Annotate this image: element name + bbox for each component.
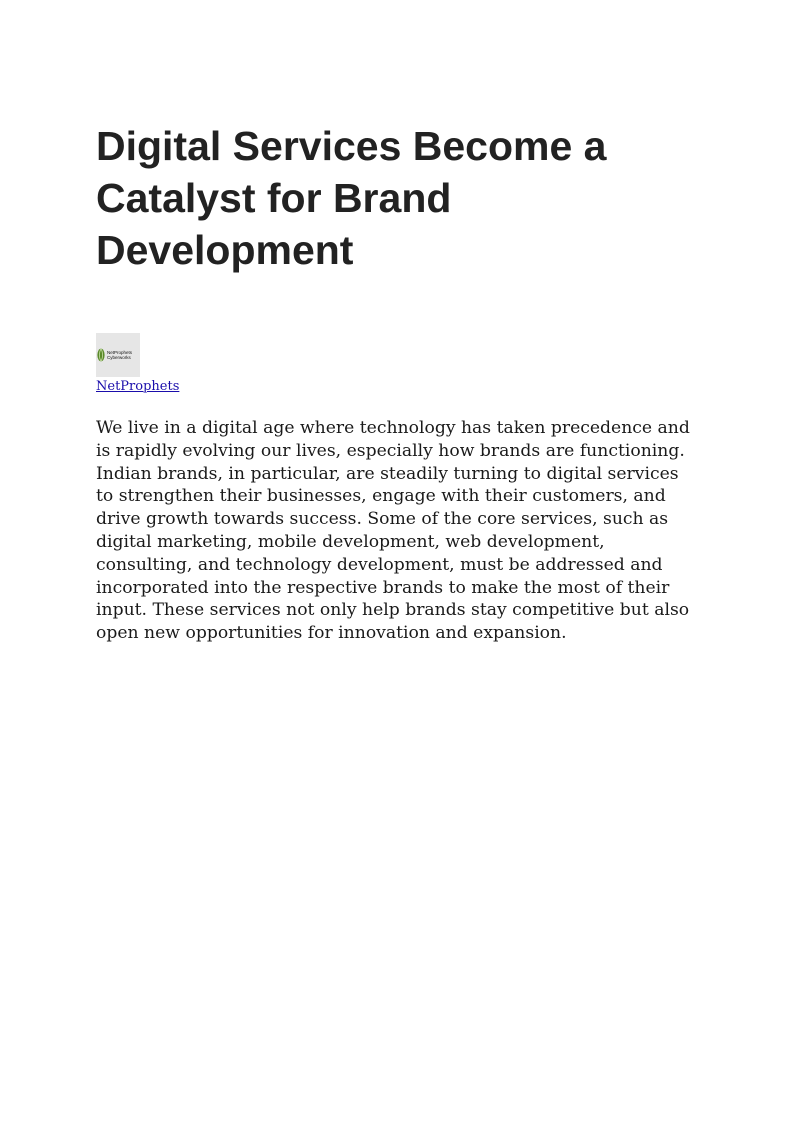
article-body: We live in a digital age where technology has taken precedence and is rapidly evolving our lives, especially how brands are functioning. Indian brands, in particular, are steadily turning to digital services to strengthen their businesses, engage with their customers, and drive growth towards success. Some of the core services, such as digital marketing, mobile development, web development, consulting, and technology development, must be addressed and incorporated into the respective brands to make the most of their input. These services not only help brands stay competitive but also open new opportunities for innovation and expansion. — [96, 418, 690, 644]
author-block — [96, 333, 696, 395]
article — [96, 120, 696, 645]
globe-icon — [97, 348, 105, 362]
logo-text-line1: NetProphets — [107, 350, 133, 355]
logo-text — [107, 350, 132, 360]
author-link[interactable]: NetProphets — [96, 379, 180, 394]
logo-text-line2: Cyberworks — [107, 355, 131, 360]
page-title: Digital Services Become a Catalyst for Brand Development — [96, 123, 607, 273]
author-logo[interactable] — [96, 333, 140, 377]
